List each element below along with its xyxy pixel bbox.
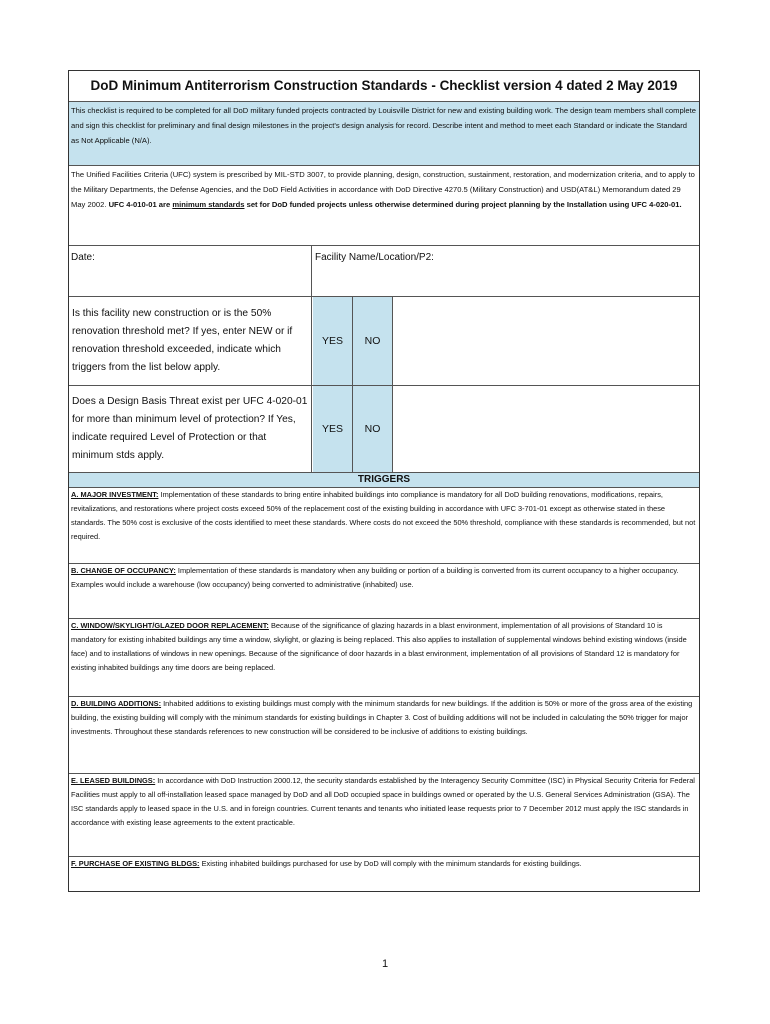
page-number: 1 [381, 958, 389, 970]
answer-field[interactable] [393, 297, 699, 385]
ufc-description [69, 166, 699, 246]
trigger-label: C. WINDOW/SKYLIGHT/GLAZED DOOR REPLACEMENT: [71, 621, 269, 630]
date-facility-row [69, 246, 699, 297]
ufc-text: The Unified Facilities Criteria (UFC) system is prescribed by MIL-STD 3007, to provide planning, design, construction, sustainment, restoration, and modernization criteria, and to apply to the Military Departments, the Defense Agencies, and the DoD Field Activities in accordance with DoD Directive 4270.5 (Military Construction) and USD(AT&L) Memorandum dated 29 May 2002. [71, 170, 695, 209]
triggers-heading: TRIGGERS [69, 473, 699, 488]
trigger-change-of-occupancy [69, 564, 699, 619]
trigger-text: Implementation of these standards is mandatory when any building or portion of a building is converted from its current occupancy to a higher occupancy. Examples would include a warehouse (low occupancy) being converted to administrative (inhabited) use. [71, 566, 679, 589]
trigger-text: Existing inhabited buildings purchased for use by DoD will comply with the minimum standards for existing buildings. [199, 859, 582, 868]
question-text: Does a Design Basis Threat exist per UFC 4-020-01 for more than minimum level of protection? If Yes, indicate required Level of Protection or that minimum stds apply. [69, 386, 312, 472]
facility-label: Facility Name/Location/P2: [315, 252, 434, 263]
trigger-major-investment [69, 488, 699, 564]
ufc-bold-end: set for DoD funded projects unless otherwise determined during project planning by the Installation using UFC 4-020-01. [244, 200, 682, 209]
trigger-label: D. BUILDING ADDITIONS: [71, 699, 162, 708]
date-field[interactable] [69, 246, 312, 296]
question-row-design-basis-threat [69, 386, 699, 473]
ufc-minimum-standards: minimum standards [172, 200, 245, 209]
yes-option[interactable]: YES [313, 297, 353, 385]
trigger-purchase-existing [69, 857, 699, 894]
date-label: Date: [71, 252, 95, 263]
question-row-new-construction [69, 297, 699, 386]
question-text: Is this facility new construction or is the 50% renovation threshold met? If yes, enter NEW or if renovation threshold exceeded, indicate which triggers from the list below apply. [69, 297, 312, 385]
no-option[interactable]: NO [353, 386, 393, 472]
trigger-text: Because of the significance of glazing hazards in a blast environment, implementation of all provisions of Standard 10 is mandatory for existing inhabited buildings any time a window, skylight, or glazing is being replaced. This also applies to installation of supplemental windows behind existing windows (inside face) and to installations of windows in new openings. Because of the significance of door hazards in a blast environment, implementation of all provisions of Standard 12 is mandatory for existing inhabited buildings any time doors are being replaced. [71, 621, 687, 672]
yes-option[interactable]: YES [313, 386, 353, 472]
trigger-building-additions [69, 697, 699, 774]
trigger-text: Implementation of these standards to bring entire inhabited buildings into compliance is mandatory for all DoD building renovations, modifications, repairs, revitalizations, and restorations where project costs exceed 50% of the replacement cost of the existing building in accordance with UFC 3-701-01 except as otherwise stated in these standards. The 50% cost is exclusive of the costs identified to meet these standards. Where costs do not exceed the 50% threshold, compliance with these standards is recommended, but not required. [71, 490, 696, 541]
ufc-bold-start: UFC 4-010-01 are [108, 200, 173, 209]
no-option[interactable]: NO [353, 297, 393, 385]
trigger-label: B. CHANGE OF OCCUPANCY: [71, 566, 176, 575]
trigger-leased-buildings [69, 774, 699, 857]
trigger-window-replacement [69, 619, 699, 697]
checklist-form [68, 70, 700, 892]
trigger-label: A. MAJOR INVESTMENT: [71, 490, 159, 499]
trigger-label: E. LEASED BUILDINGS: [71, 776, 156, 785]
trigger-text: In accordance with DoD Instruction 2000.12, the security standards established by the Interagency Security Committee (ISC) in Physical Security Criteria for Federal Facilities must apply to all off-installation leased space managed by DoD and all DoD occupied space in buildings owned or operated by the U.S. General Services Administration (GSA). The ISC standards apply to leased space in the U.S. and in foreign countries. Current tenants and tenants who initiated lease requests prior to 7 December 2012 must apply the ISC standards in accordance with existing lease agreements to the extent practicable. [71, 776, 695, 827]
trigger-label: F. PURCHASE OF EXISTING BLDGS: [71, 859, 200, 868]
answer-field[interactable] [393, 386, 699, 472]
trigger-text: Inhabited additions to existing buildings must comply with the minimum standards for new buildings. If the addition is 50% or more of the gross area of the existing building, the existing building will comply with the minimum standards for existing buildings in Chapter 3. Cost of building additions will not be included in calculating the 50% trigger for major investments. Throughout these standards references to new construction will be considered to be inclusive of additions to existing buildings. [71, 699, 693, 736]
intro-instructions: This checklist is required to be completed for all DoD military funded projects contracted by Louisville District for new and existing building work. The design team members shall complete and sign this checklist for preliminary and final design milestones in the project's design analysis for record. Describe intent and method to meet each Standard or indicate the Standard as Not Applicable (N/A). [69, 102, 699, 166]
page-title: DoD Minimum Antiterrorism Construction Standards - Checklist version 4 dated 2 May 2019 [69, 71, 699, 102]
facility-field[interactable] [313, 246, 699, 296]
